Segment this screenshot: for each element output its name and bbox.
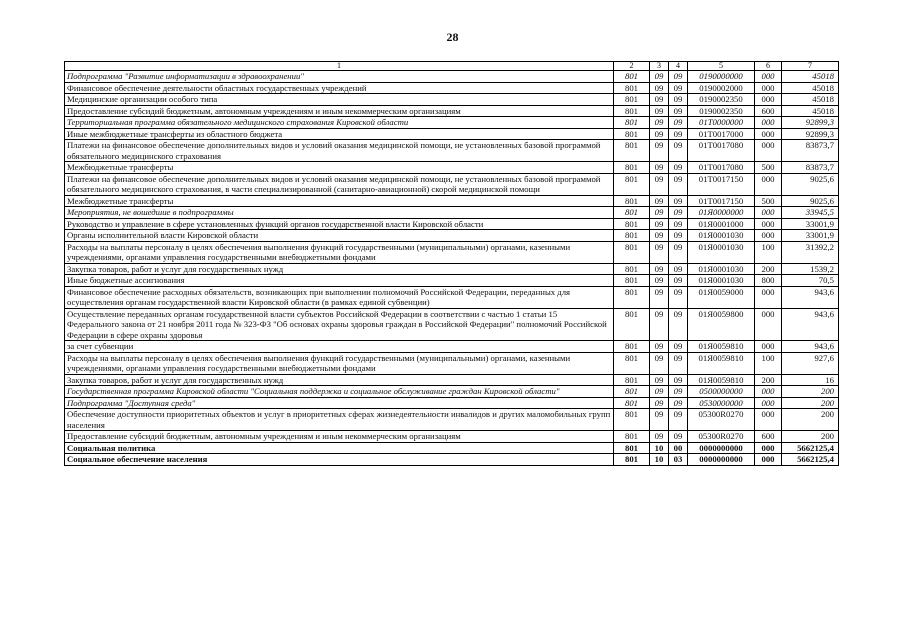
column-5-cell: 0000000000 xyxy=(688,442,755,454)
table-row xyxy=(65,341,839,353)
column-7-cell: 9025,6 xyxy=(782,173,839,195)
table-row xyxy=(65,207,839,219)
column-5-cell: 05300R0270 xyxy=(688,409,755,431)
column-2-cell: 801 xyxy=(614,275,650,287)
header-cell: 7 xyxy=(782,62,839,71)
column-5-cell: 01Я0001030 xyxy=(688,241,755,263)
table-row xyxy=(65,397,839,409)
budget-table xyxy=(64,61,839,466)
column-6-cell: 000 xyxy=(755,71,782,83)
column-6-cell: 000 xyxy=(755,218,782,230)
column-7-cell: 5662125,4 xyxy=(782,442,839,454)
column-5-cell: 01Т0017150 xyxy=(688,173,755,195)
column-2-cell: 801 xyxy=(614,128,650,140)
column-6-cell: 000 xyxy=(755,173,782,195)
column-2-cell: 801 xyxy=(614,286,650,308)
column-5-cell: 01Я0001030 xyxy=(688,230,755,242)
table-row xyxy=(65,374,839,386)
column-7-cell: 45018 xyxy=(782,105,839,117)
column-4-cell: 09 xyxy=(669,397,688,409)
column-3-cell: 10 xyxy=(650,442,669,454)
column-7-cell: 943,6 xyxy=(782,286,839,308)
column-4-cell: 09 xyxy=(669,386,688,398)
row-name-cell: Мероприятия, не вошедшие в подпрограммы xyxy=(65,207,614,219)
header-cell: 2 xyxy=(614,62,650,71)
column-4-cell: 09 xyxy=(669,263,688,275)
table-header-row xyxy=(65,62,839,71)
column-4-cell: 09 xyxy=(669,241,688,263)
table-row xyxy=(65,454,839,466)
row-name-cell: Медицинские организации особого типа xyxy=(65,94,614,106)
column-7-cell: 943,6 xyxy=(782,341,839,353)
column-3-cell: 09 xyxy=(650,241,669,263)
page-number: 28 xyxy=(446,30,459,44)
row-name-cell: Расходы на выплаты персоналу в целях обеспечения выполнения функций государственными (муниципальными) органами, казенными учреждениями, органами управления государственными внебюджетными фондами xyxy=(65,241,614,263)
column-6-cell: 000 xyxy=(755,286,782,308)
column-6-cell: 800 xyxy=(755,275,782,287)
row-name-cell: Финансовое обеспечение деятельности областных государственных учреждений xyxy=(65,82,614,94)
column-2-cell: 801 xyxy=(614,263,650,275)
column-3-cell: 09 xyxy=(650,286,669,308)
column-2-cell: 801 xyxy=(614,454,650,466)
table-row xyxy=(65,105,839,117)
column-2-cell: 801 xyxy=(614,442,650,454)
table-row xyxy=(65,431,839,443)
column-7-cell: 83873,7 xyxy=(782,162,839,174)
table-row xyxy=(65,195,839,207)
column-2-cell: 801 xyxy=(614,71,650,83)
column-4-cell: 00 xyxy=(669,442,688,454)
column-2-cell: 801 xyxy=(614,162,650,174)
column-6-cell: 200 xyxy=(755,374,782,386)
column-6-cell: 600 xyxy=(755,105,782,117)
column-3-cell: 09 xyxy=(650,374,669,386)
column-7-cell: 200 xyxy=(782,409,839,431)
row-name-cell: Иные бюджетные ассигнования xyxy=(65,275,614,287)
column-5-cell: 01Т0000000 xyxy=(688,117,755,129)
column-6-cell: 000 xyxy=(755,442,782,454)
column-4-cell: 09 xyxy=(669,286,688,308)
column-4-cell: 09 xyxy=(669,230,688,242)
column-4-cell: 09 xyxy=(669,409,688,431)
column-7-cell: 31392,2 xyxy=(782,241,839,263)
row-name-cell: Финансовое обеспечение расходных обязательств, возникающих при выполнении полномочий Российской Федерации, переданных для осуществления органам государственной власти Кировской области (в рамках единой субвенции) xyxy=(65,286,614,308)
column-4-cell: 09 xyxy=(669,195,688,207)
header-cell: 5 xyxy=(688,62,755,71)
column-5-cell: 0190002350 xyxy=(688,94,755,106)
row-name-cell: Государственная программа Кировской области "Социальная поддержка и социальное обслуживание граждан Кировской области" xyxy=(65,386,614,398)
column-5-cell: 0000000000 xyxy=(688,454,755,466)
column-3-cell: 09 xyxy=(650,195,669,207)
column-7-cell: 200 xyxy=(782,386,839,398)
column-2-cell: 801 xyxy=(614,173,650,195)
column-2-cell: 801 xyxy=(614,341,650,353)
table-row xyxy=(65,94,839,106)
table-row xyxy=(65,308,839,341)
column-3-cell: 09 xyxy=(650,162,669,174)
column-2-cell: 801 xyxy=(614,397,650,409)
column-2-cell: 801 xyxy=(614,105,650,117)
column-3-cell: 09 xyxy=(650,207,669,219)
column-6-cell: 500 xyxy=(755,162,782,174)
column-5-cell: 0530000000 xyxy=(688,397,755,409)
column-3-cell: 09 xyxy=(650,275,669,287)
column-6-cell: 600 xyxy=(755,431,782,443)
row-name-cell: Межбюджетные трансферты xyxy=(65,195,614,207)
column-6-cell: 200 xyxy=(755,263,782,275)
column-5-cell: 01Т0017150 xyxy=(688,195,755,207)
row-name-cell: Предоставление субсидий бюджетным, автономным учреждениям и иным некоммерческим организациям xyxy=(65,105,614,117)
column-6-cell: 000 xyxy=(755,341,782,353)
column-4-cell: 09 xyxy=(669,82,688,94)
row-name-cell: Социальное обеспечение населения xyxy=(65,454,614,466)
column-5-cell: 0190000000 xyxy=(688,71,755,83)
column-2-cell: 801 xyxy=(614,140,650,162)
column-5-cell: 01Я0059810 xyxy=(688,374,755,386)
column-2-cell: 801 xyxy=(614,374,650,386)
column-6-cell: 000 xyxy=(755,308,782,341)
column-7-cell: 1539,2 xyxy=(782,263,839,275)
column-4-cell: 09 xyxy=(669,218,688,230)
column-7-cell: 200 xyxy=(782,397,839,409)
table-row xyxy=(65,286,839,308)
column-3-cell: 09 xyxy=(650,94,669,106)
column-7-cell: 45018 xyxy=(782,82,839,94)
column-4-cell: 09 xyxy=(669,105,688,117)
row-name-cell: Иные межбюджетные трансферты из областного бюджета xyxy=(65,128,614,140)
column-5-cell: 01Я0059810 xyxy=(688,341,755,353)
column-5-cell: 01Я0001030 xyxy=(688,263,755,275)
table-row xyxy=(65,230,839,242)
column-4-cell: 09 xyxy=(669,374,688,386)
column-3-cell: 09 xyxy=(650,117,669,129)
column-2-cell: 801 xyxy=(614,230,650,242)
row-name-cell: Подпрограмма "Развитие информатизации в здравоохранении" xyxy=(65,71,614,83)
column-3-cell: 09 xyxy=(650,431,669,443)
column-4-cell: 09 xyxy=(669,352,688,374)
row-name-cell: Руководство и управление в сфере установленных функций органов государственной власти Кировской области xyxy=(65,218,614,230)
column-7-cell: 33001,9 xyxy=(782,218,839,230)
column-7-cell: 927,6 xyxy=(782,352,839,374)
column-2-cell: 801 xyxy=(614,308,650,341)
column-7-cell: 70,5 xyxy=(782,275,839,287)
column-4-cell: 09 xyxy=(669,207,688,219)
table-row xyxy=(65,173,839,195)
column-5-cell: 01Я0059000 xyxy=(688,286,755,308)
column-3-cell: 09 xyxy=(650,140,669,162)
column-6-cell: 000 xyxy=(755,117,782,129)
column-7-cell: 16 xyxy=(782,374,839,386)
column-4-cell: 09 xyxy=(669,71,688,83)
column-2-cell: 801 xyxy=(614,431,650,443)
column-4-cell: 09 xyxy=(669,162,688,174)
row-name-cell: Подпрограмма "Доступная среда" xyxy=(65,397,614,409)
column-6-cell: 100 xyxy=(755,241,782,263)
column-4-cell: 09 xyxy=(669,431,688,443)
column-3-cell: 09 xyxy=(650,308,669,341)
column-7-cell: 9025,6 xyxy=(782,195,839,207)
table-row xyxy=(65,82,839,94)
column-5-cell: 01Т0017000 xyxy=(688,128,755,140)
table-row xyxy=(65,275,839,287)
row-name-cell: Предоставление субсидий бюджетным, автономным учреждениям и иным некоммерческим организациям xyxy=(65,431,614,443)
header-cell: 1 xyxy=(65,62,614,71)
column-4-cell: 09 xyxy=(669,275,688,287)
column-7-cell: 5662125,4 xyxy=(782,454,839,466)
column-7-cell: 33001,9 xyxy=(782,230,839,242)
table-row xyxy=(65,409,839,431)
row-name-cell: за счет субвенции xyxy=(65,341,614,353)
row-name-cell: Платежи на финансовое обеспечение дополнительных видов и условий оказания медицинской помощи, не установленных базовой программой обязательного медицинского страхования xyxy=(65,140,614,162)
column-6-cell: 000 xyxy=(755,386,782,398)
column-3-cell: 09 xyxy=(650,173,669,195)
row-name-cell: Платежи на финансовое обеспечение дополнительных видов и условий оказания медицинской помощи, не установленных базовой программой обязательного медицинского страхования, в части специализированной (санитарно-авиационной) скорой медицинской помощи xyxy=(65,173,614,195)
column-5-cell: 01Т0017080 xyxy=(688,140,755,162)
column-7-cell: 92899,3 xyxy=(782,128,839,140)
column-6-cell: 500 xyxy=(755,195,782,207)
column-7-cell: 92899,3 xyxy=(782,117,839,129)
column-6-cell: 000 xyxy=(755,230,782,242)
table-row xyxy=(65,162,839,174)
column-2-cell: 801 xyxy=(614,195,650,207)
column-6-cell: 000 xyxy=(755,94,782,106)
column-5-cell: 01Я0059800 xyxy=(688,308,755,341)
table-row xyxy=(65,117,839,129)
column-2-cell: 801 xyxy=(614,207,650,219)
column-2-cell: 801 xyxy=(614,94,650,106)
table-row xyxy=(65,352,839,374)
column-4-cell: 09 xyxy=(669,117,688,129)
column-4-cell: 09 xyxy=(669,308,688,341)
column-6-cell: 000 xyxy=(755,397,782,409)
column-4-cell: 09 xyxy=(669,341,688,353)
row-name-cell: Органы исполнительной власти Кировской области xyxy=(65,230,614,242)
column-3-cell: 09 xyxy=(650,397,669,409)
column-4-cell: 09 xyxy=(669,128,688,140)
column-3-cell: 09 xyxy=(650,128,669,140)
header-cell: 4 xyxy=(669,62,688,71)
row-name-cell: Расходы на выплаты персоналу в целях обеспечения выполнения функций государственными (муниципальными) органами, казенными учреждениями, органами управления государственными внебюджетными фондами xyxy=(65,352,614,374)
column-6-cell: 000 xyxy=(755,409,782,431)
column-5-cell: 0500000000 xyxy=(688,386,755,398)
column-6-cell: 000 xyxy=(755,140,782,162)
column-3-cell: 09 xyxy=(650,218,669,230)
column-5-cell: 01Я0000000 xyxy=(688,207,755,219)
column-7-cell: 943,6 xyxy=(782,308,839,341)
column-2-cell: 801 xyxy=(614,117,650,129)
column-3-cell: 09 xyxy=(650,263,669,275)
column-2-cell: 801 xyxy=(614,386,650,398)
row-name-cell: Территориальная программа обязательного медицинского страхования Кировской области xyxy=(65,117,614,129)
column-3-cell: 09 xyxy=(650,409,669,431)
column-7-cell: 45018 xyxy=(782,71,839,83)
table-row xyxy=(65,128,839,140)
table-row xyxy=(65,140,839,162)
column-6-cell: 000 xyxy=(755,454,782,466)
row-name-cell: Обеспечение доступности приоритетных объектов и услуг в приоритетных сферах жизнедеятельности инвалидов и других маломобильных групп населения xyxy=(65,409,614,431)
column-4-cell: 09 xyxy=(669,173,688,195)
table-row xyxy=(65,218,839,230)
column-3-cell: 09 xyxy=(650,341,669,353)
column-3-cell: 09 xyxy=(650,352,669,374)
column-5-cell: 01Т0017080 xyxy=(688,162,755,174)
row-name-cell: Социальная политика xyxy=(65,442,614,454)
row-name-cell: Межбюджетные трансферты xyxy=(65,162,614,174)
column-6-cell: 100 xyxy=(755,352,782,374)
column-7-cell: 83873,7 xyxy=(782,140,839,162)
column-7-cell: 200 xyxy=(782,431,839,443)
table-row xyxy=(65,442,839,454)
table-row xyxy=(65,71,839,83)
header-cell: 3 xyxy=(650,62,669,71)
column-3-cell: 09 xyxy=(650,230,669,242)
column-5-cell: 01Я0001000 xyxy=(688,218,755,230)
column-2-cell: 801 xyxy=(614,352,650,374)
column-6-cell: 000 xyxy=(755,82,782,94)
column-2-cell: 801 xyxy=(614,409,650,431)
row-name-cell: Закупка товаров, работ и услуг для государственных нужд xyxy=(65,263,614,275)
column-5-cell: 0190002000 xyxy=(688,82,755,94)
column-7-cell: 33945,5 xyxy=(782,207,839,219)
row-name-cell: Закупка товаров, работ и услуг для государственных нужд xyxy=(65,374,614,386)
column-6-cell: 000 xyxy=(755,128,782,140)
column-3-cell: 09 xyxy=(650,82,669,94)
column-7-cell: 45018 xyxy=(782,94,839,106)
column-2-cell: 801 xyxy=(614,82,650,94)
column-5-cell: 01Я0059810 xyxy=(688,352,755,374)
row-name-cell: Осуществление переданных органам государственной власти субъектов Российской Федерации в соответствии с частью 1 статьи 15 Федерального закона от 21 ноября 2011 года № 323-ФЗ "Об основах охраны здоровья граждан в Российской Федерации" полномочий Российской Федерации в сфере охраны здоровья xyxy=(65,308,614,341)
column-3-cell: 10 xyxy=(650,454,669,466)
column-5-cell: 01Я0001030 xyxy=(688,275,755,287)
column-5-cell: 0190002350 xyxy=(688,105,755,117)
column-2-cell: 801 xyxy=(614,241,650,263)
column-4-cell: 03 xyxy=(669,454,688,466)
column-2-cell: 801 xyxy=(614,218,650,230)
column-3-cell: 09 xyxy=(650,386,669,398)
table-row xyxy=(65,263,839,275)
column-5-cell: 05300R0270 xyxy=(688,431,755,443)
header-cell: 6 xyxy=(755,62,782,71)
table-row xyxy=(65,241,839,263)
column-4-cell: 09 xyxy=(669,140,688,162)
column-6-cell: 000 xyxy=(755,207,782,219)
column-3-cell: 09 xyxy=(650,71,669,83)
column-4-cell: 09 xyxy=(669,94,688,106)
table-row xyxy=(65,386,839,398)
column-3-cell: 09 xyxy=(650,105,669,117)
